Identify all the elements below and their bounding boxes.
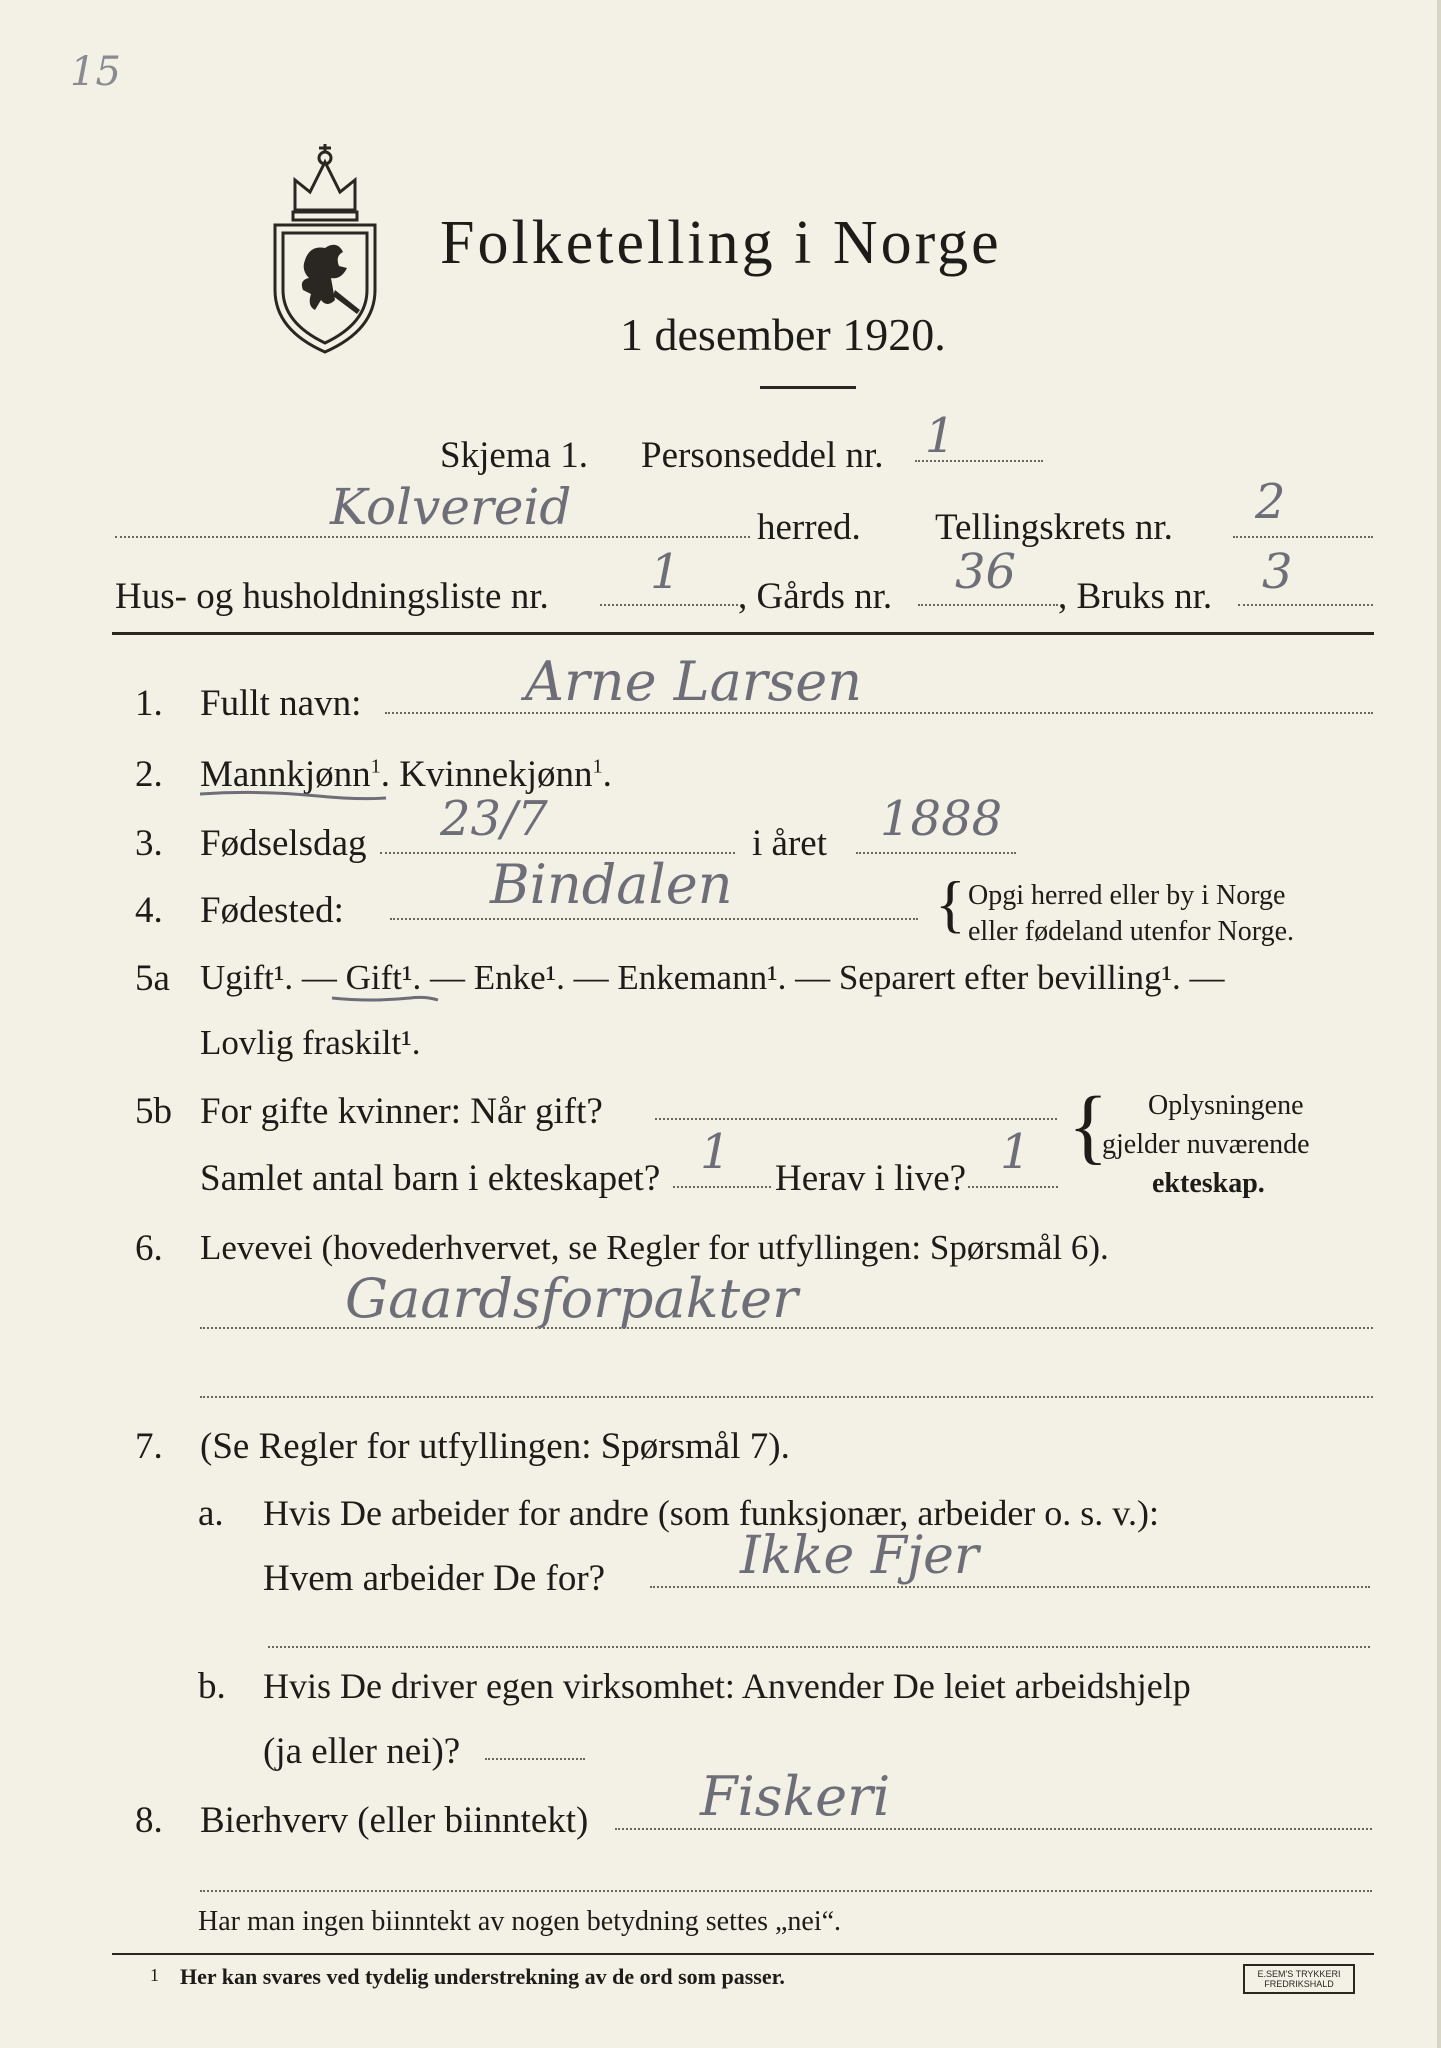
- herred-label: herred.: [757, 507, 861, 548]
- q5a-marital-options[interactable]: Ugift¹. — Gift¹. — Enke¹. — Enkemann¹. — Separert efter bevilling¹. —: [200, 958, 1225, 997]
- q2-number: 2.: [135, 754, 163, 795]
- q7a-who-line2: [268, 1646, 1370, 1648]
- q7-label: (Se Regler for utfyllingen: Spørsmål 7).: [200, 1426, 790, 1467]
- q3-year-value[interactable]: 1888: [880, 791, 1003, 847]
- printer-stamp: [1243, 1964, 1355, 1994]
- q5b-alive-label: Herav i live?: [775, 1158, 967, 1199]
- q8-number: 8.: [135, 1800, 163, 1841]
- q7a-number: a.: [198, 1493, 224, 1534]
- q7b-yesno-label: (ja eller nei)?: [263, 1731, 461, 1772]
- herred-line: [115, 536, 750, 538]
- q5b-children-value[interactable]: 1: [700, 1124, 731, 1180]
- personseddel-value[interactable]: 1: [924, 408, 956, 464]
- q5a-marital-options-line2[interactable]: Lovlig fraskilt¹.: [200, 1023, 421, 1062]
- q3-year-line: [856, 852, 1016, 854]
- tellingskrets-value[interactable]: 2: [1255, 474, 1286, 530]
- q5b-note-line2: gjelder nuværende: [1102, 1129, 1310, 1160]
- herred-value[interactable]: Kolvereid: [330, 478, 572, 536]
- gards-line: [918, 604, 1058, 606]
- q1-full-name-value[interactable]: Arne Larsen: [525, 650, 863, 713]
- q5b-children-label: Samlet antal barn i ekteskapet?: [200, 1158, 661, 1199]
- q6-occupation-value[interactable]: Gaardsforpakter: [345, 1267, 798, 1330]
- form-date: 1 desember 1920.: [620, 309, 946, 360]
- q5b-note-line3: ekteskap.: [1152, 1168, 1265, 1199]
- bruks-line: [1238, 604, 1373, 606]
- q3-label: Fødselsdag: [200, 823, 367, 864]
- q5b-note-line1: Oplysningene: [1148, 1090, 1304, 1121]
- q5a-gift-underline-mark: [330, 992, 440, 1006]
- q5b-alive-value[interactable]: 1: [1000, 1124, 1031, 1180]
- margin-pencil-mark: 15: [70, 49, 121, 95]
- printer-city: FREDRIKSHALD: [1264, 1979, 1334, 1989]
- footnote-marker: 1: [150, 1965, 159, 1985]
- q6-label: Levevei (hovederhvervet, se Regler for utfyllingen: Spørsmål 6).: [200, 1228, 1109, 1267]
- q4-label: Fødested:: [200, 890, 344, 931]
- tellingskrets-line: [1233, 536, 1373, 538]
- bruks-value[interactable]: 3: [1262, 544, 1293, 600]
- q2-male-underline-mark: [198, 788, 388, 804]
- q4-line: [390, 918, 918, 920]
- q3-birthday-value[interactable]: 23/7: [440, 791, 548, 847]
- gards-value[interactable]: 36: [955, 544, 1017, 600]
- q6-line2: [200, 1396, 1373, 1398]
- section-divider: [112, 632, 1374, 635]
- q5b-note-brace: {: [1068, 1080, 1109, 1173]
- q7a-text: Hvis De arbeider for andre (som funksjonær, arbeider o. s. v.):: [263, 1493, 1159, 1533]
- q8-line1: [615, 1828, 1372, 1830]
- q7-number: 7.: [135, 1426, 163, 1467]
- nei-note: Har man ingen biinntekt av nogen betydning settes „nei“.: [198, 1906, 842, 1937]
- q5b-alive-line: [968, 1186, 1058, 1188]
- hus-line: [600, 604, 738, 606]
- q2-options: Mannkjønn$^1$. Kvinnekjønn$^1$.: [200, 754, 612, 795]
- q3-number: 3.: [135, 823, 163, 864]
- form-title: Folketelling i Norge: [440, 209, 1002, 277]
- q5b-married-line: [655, 1118, 1057, 1120]
- title-divider: [760, 386, 856, 389]
- q8-label: Bierhverv (eller biinntekt): [200, 1800, 589, 1841]
- footnote-divider: [112, 1953, 1374, 1955]
- q7b-number: b.: [198, 1666, 226, 1707]
- q7b-text: Hvis De driver egen virksomhet: Anvender De leiet arbeidshjelp: [263, 1666, 1191, 1706]
- q2-female-option[interactable]: Kvinnekjønn: [399, 754, 593, 795]
- q2-male-option[interactable]: Mannkjønn: [200, 754, 371, 795]
- q7a-who-line1: [650, 1586, 1370, 1588]
- norwegian-coat-of-arms-icon: [265, 140, 385, 355]
- q6-number: 6.: [135, 1228, 163, 1269]
- q7b-yesno-line: [485, 1758, 585, 1760]
- q8-side-income-value[interactable]: Fiskeri: [700, 1765, 891, 1828]
- q7a-employer-value[interactable]: Ikke Fjer: [740, 1526, 979, 1586]
- q5b-children-line: [673, 1186, 771, 1188]
- footnote-text: Her kan svares ved tydelig understrekning av de ord som passer.: [180, 1964, 785, 1989]
- q5a-number: 5a: [135, 958, 170, 999]
- tellingskrets-label: Tellingskrets nr.: [935, 507, 1173, 548]
- skjema-label: Skjema 1.: [440, 435, 588, 476]
- q7a-who-label: Hvem arbeider De for?: [263, 1558, 606, 1599]
- gards-label: , Gårds nr.: [738, 576, 893, 617]
- q1-number: 1.: [135, 683, 163, 724]
- q1-label: Fullt navn:: [200, 683, 362, 724]
- hus-value[interactable]: 1: [650, 544, 681, 600]
- printer-name: E.SEM'S TRYKKERI: [1257, 1969, 1341, 1979]
- q4-number: 4.: [135, 890, 163, 931]
- q3-year-label: i året: [752, 823, 827, 864]
- q5b-label: For gifte kvinner: Når gift?: [200, 1091, 603, 1132]
- q4-note-line1: Opgi herred eller by i Norge: [968, 880, 1286, 911]
- q4-note-brace: {: [935, 868, 966, 939]
- personseddel-label: Personseddel nr.: [641, 435, 884, 476]
- q4-birthplace-value[interactable]: Bindalen: [490, 853, 733, 916]
- hus-label: Hus- og husholdningsliste nr.: [115, 576, 549, 617]
- q8-line2: [200, 1890, 1372, 1892]
- q4-note-line2: eller fødeland utenfor Norge.: [968, 916, 1295, 947]
- bruks-label: , Bruks nr.: [1058, 576, 1213, 617]
- q5b-number: 5b: [135, 1091, 172, 1132]
